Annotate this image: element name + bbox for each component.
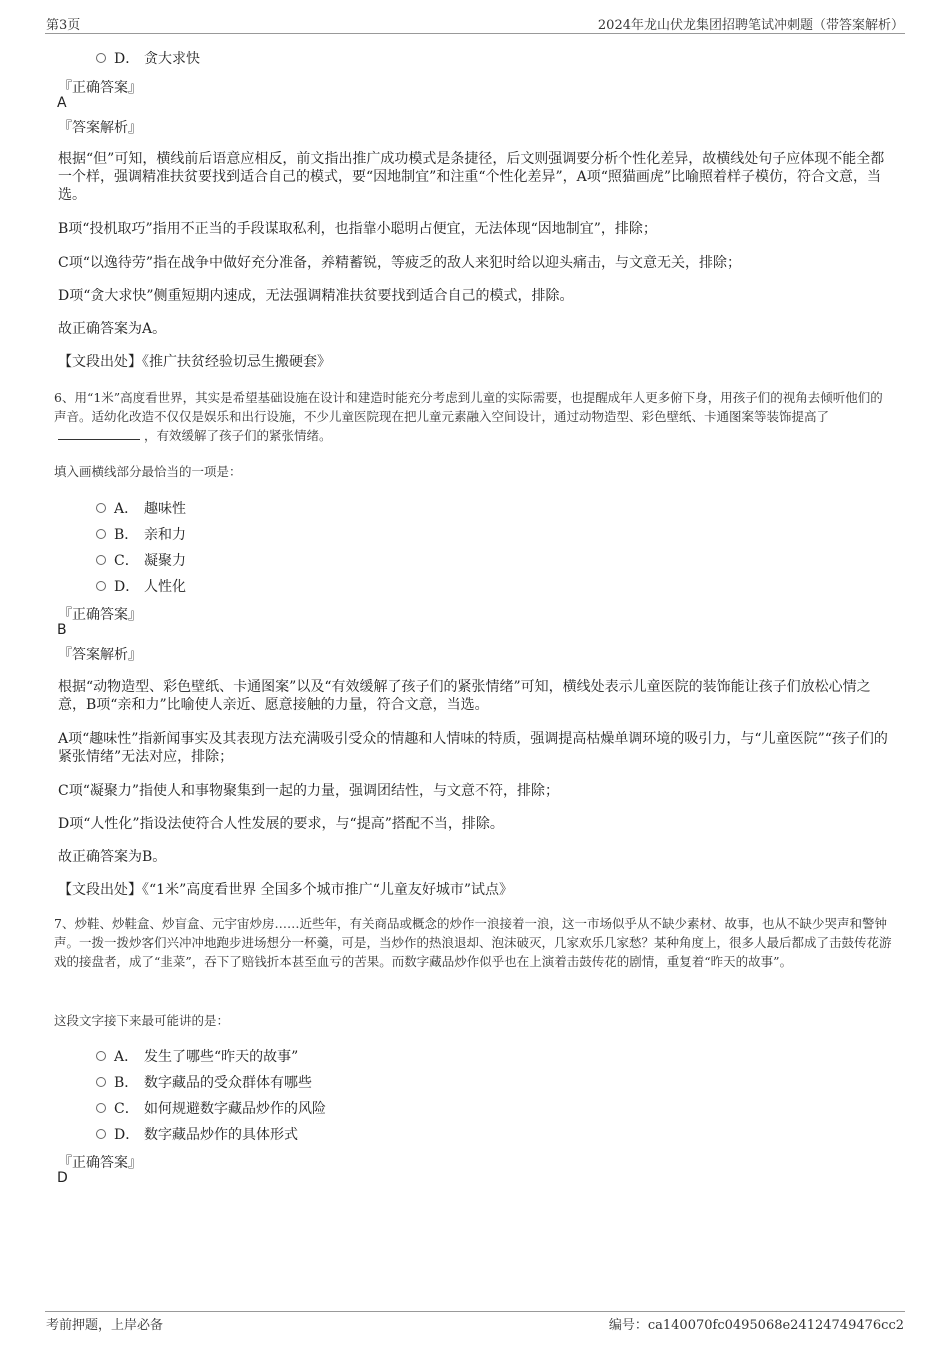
q6-source: 【文段出处】《“1米”高度看世界 全国多个城市推广“儿童友好城市”试点》	[58, 882, 513, 898]
q5-analysis-label: 『答案解析』	[58, 120, 142, 136]
document-serial: 编号：ca140070fc0495068e24124749476cc2	[608, 1318, 904, 1333]
radio-icon[interactable]	[96, 53, 106, 63]
q6-conclusion: 故正确答案为B。	[58, 849, 167, 865]
q5-analysis-para-3: C项“以逸待劳”指在战争中做好充分准备，养精蓄锐，等疲乏的敌人来犯时给以迎头痛击，与文意无关，排除；	[58, 255, 742, 271]
radio-icon[interactable]	[96, 581, 106, 591]
q5-conclusion: 故正确答案为A。	[58, 321, 167, 337]
q6-answer-label: 『正确答案』	[58, 607, 142, 623]
footer-divider	[45, 1311, 905, 1312]
q6-option-c[interactable]: C． 凝聚力	[96, 550, 186, 570]
q6-analysis-para-3: C项“凝聚力”指使人和事物聚集到一起的力量，强调团结性，与文意不符，排除；	[58, 783, 560, 799]
radio-icon[interactable]	[96, 1077, 106, 1087]
page-number: 第3页	[46, 18, 81, 33]
radio-icon[interactable]	[96, 555, 106, 565]
q5-option-d[interactable]: D． 贪大求快	[96, 48, 200, 68]
fill-blank	[58, 427, 140, 440]
q7-option-b[interactable]: B． 数字藏品的受众群体有哪些	[96, 1072, 312, 1092]
footer-slogan: 考前押题，上岸必备	[46, 1318, 164, 1333]
q7-prompt: 这段文字接下来最可能讲的是：	[54, 1013, 230, 1028]
q7-option-c[interactable]: C． 如何规避数字藏品炒作的风险	[96, 1098, 326, 1118]
radio-icon[interactable]	[96, 503, 106, 513]
q5-answer-label: 『正确答案』	[58, 80, 142, 96]
radio-icon[interactable]	[96, 529, 106, 539]
q6-analysis-para-2: A项“趣味性”指新闻事实及其表现方法充满吸引受众的情趣和人情味的特质，强调提高枯燥单调环境的吸引力，与“儿童医院”“孩子们的紧张情绪”无法对应，排除；	[58, 731, 888, 765]
q5-analysis-para-4: D项“贪大求快”侧重短期内速成，无法强调精准扶贫要找到适合自己的模式，排除。	[58, 288, 574, 304]
header-divider	[45, 33, 905, 34]
q6-analysis-para-4: D项“人性化”指设法使符合人性发展的要求，与“提高”搭配不当，排除。	[58, 816, 504, 832]
q6-option-a[interactable]: A． 趣味性	[96, 498, 186, 518]
q6-prompt: 填入画横线部分最恰当的一项是：	[54, 464, 242, 479]
q5-analysis-para-1: 根据“但”可知，横线前后语意应相反，前文指出推广成功模式是条捷径，后文则强调要分析个性化差异，故横线处句子应体现不能全都一个样，强调精准扶贫要找到适合自己的模式，要“因地制宜”和注重“个性化差异”，A项“照猫画虎”比喻照着样子模仿，符合文意，当选。	[58, 151, 885, 203]
q5-answer-value: A	[57, 95, 67, 111]
q5-source: 【文段出处】《推广扶贫经验切忌生搬硬套》	[58, 354, 331, 370]
q7-option-a[interactable]: A． 发生了哪些“昨天的故事”	[96, 1046, 298, 1066]
q6-option-d[interactable]: D． 人性化	[96, 576, 186, 596]
q5-analysis-para-2: B项“投机取巧”指用不正当的手段谋取私利，也指靠小聪明占便宜，无法体现“因地制宜”，排除；	[58, 221, 657, 237]
q6-answer-value: B	[57, 622, 67, 638]
q7-answer-label: 『正确答案』	[58, 1155, 142, 1171]
radio-icon[interactable]	[96, 1103, 106, 1113]
q7-stem: 7、炒鞋、炒鞋盒、炒盲盒、元宇宙炒房……近些年，有关商品或概念的炒作一浪接着一浪，这一市场似乎从不缺少素材、故事，也从不缺少哭声和警钟声。一拨一拨炒客们兴冲冲地跑步进场想分一杯羹，可是，当炒作的热浪退却、泡沫破灭，几家欢乐几家愁？某种角度上，很多人最后都成了击鼓传花游戏的接盘者，成了“韭菜”，吞下了赔钱折本甚至血亏的苦果。而数字藏品炒作似乎也在上演着击鼓传花的剧情，重复着“昨天的故事”。	[54, 916, 892, 969]
document-title: 2024年龙山伏龙集团招聘笔试冲刺题（带答案解析）	[597, 18, 904, 33]
radio-icon[interactable]	[96, 1129, 106, 1139]
q7-answer-value: D	[57, 1170, 68, 1186]
q6-option-b[interactable]: B． 亲和力	[96, 524, 186, 544]
q6-stem: 6、用“1米”高度看世界，其实是希望基础设施在设计和建造时能充分考虑到儿童的实际需要，也提醒成年人更多俯下身，用孩子们的视角去倾听他们的声音。适幼化改造不仅仅是娱乐和出行设施，不少儿童医院现在把儿童元素融入空间设计，通过动物造型、彩色壁纸、卡通图案等装饰提高了，有效缓解了孩子们的紧张情绪。	[54, 390, 883, 443]
q6-analysis-para-1: 根据“动物造型、彩色壁纸、卡通图案”以及“有效缓解了孩子们的紧张情绪”可知，横线处表示儿童医院的装饰能让孩子们放松心情之意，B项“亲和力”比喻使人亲近、愿意接触的力量，符合文意，当选。	[58, 679, 871, 713]
q6-analysis-label: 『答案解析』	[58, 647, 142, 663]
q7-option-d[interactable]: D． 数字藏品炒作的具体形式	[96, 1124, 298, 1144]
radio-icon[interactable]	[96, 1051, 106, 1061]
